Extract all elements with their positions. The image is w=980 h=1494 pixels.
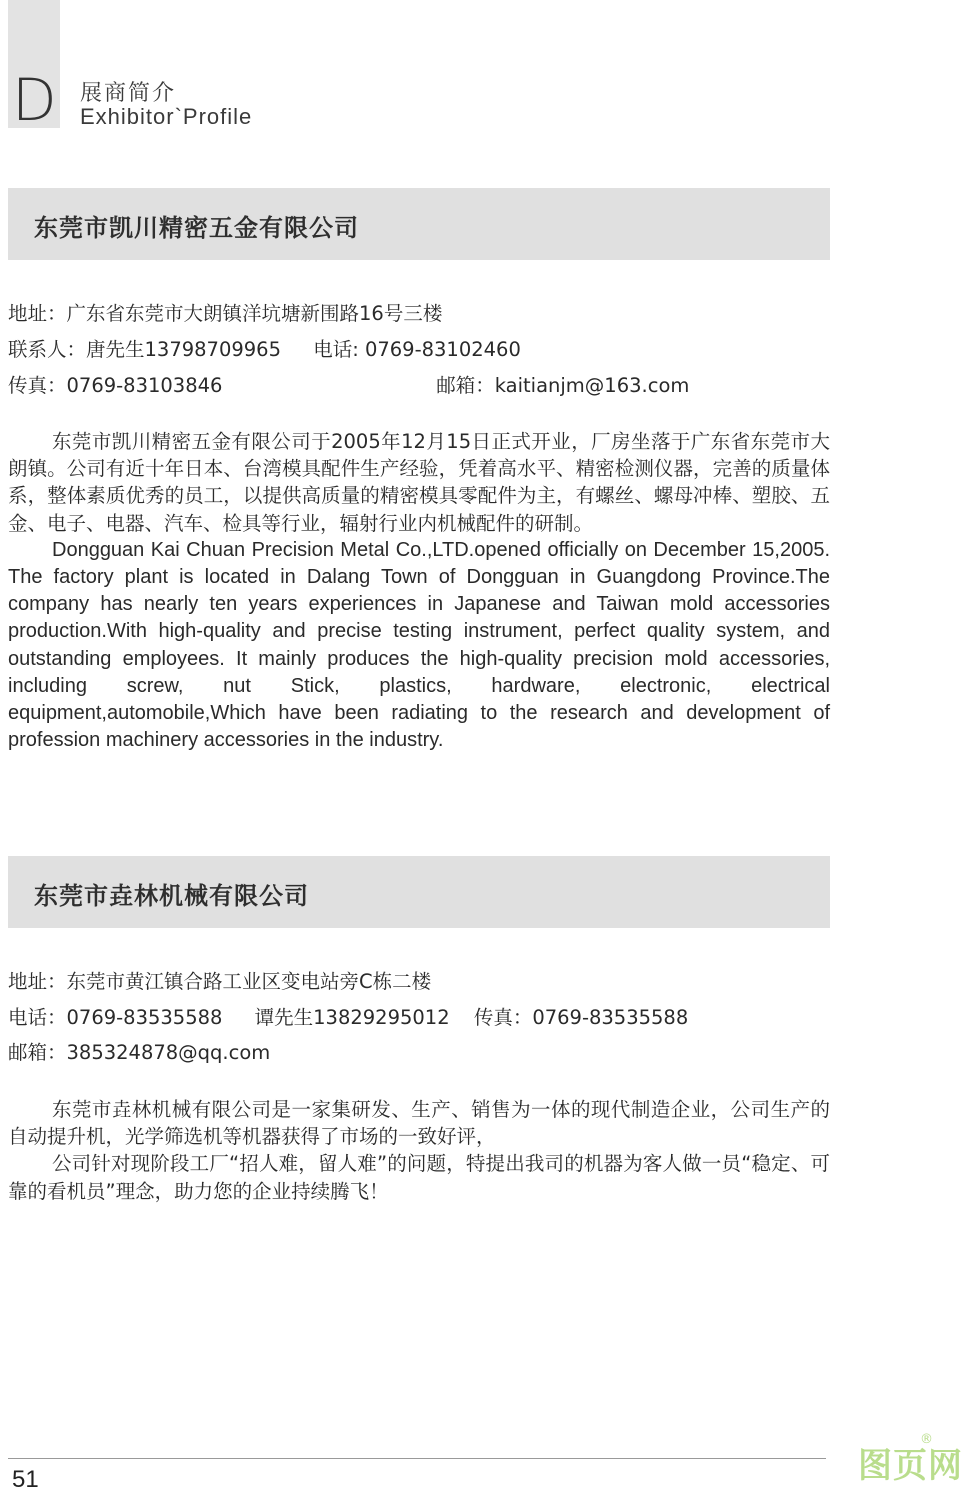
- registered-mark-icon: ®: [920, 1432, 933, 1447]
- company-1-contact-line: [8, 334, 521, 362]
- company-1-desc-en: Dongguan Kai Chuan Precision Metal Co.,LTD.opened officially on December 15,2005. The factory plant is located in Dalang Town of Dongguan in Guangdong Province.The company has nearly ten years experiences in Japanese and Taiwan mold accessories production.With high-quality and precise testing instrument, perfect quality system, and outstanding employees. It mainly produces the high-quality precision mold accessories, including screw, nut Stick, plastics, hardware, electronic, electrical equipment,automobile,Which have been radiating to the research and development of profession machinery accessories in the industry.: [8, 538, 830, 752]
- watermark-logo: 图页网: [858, 1446, 963, 1486]
- company-1-fax-line: [8, 370, 689, 398]
- company-1-desc-cn: 东莞市凯川精密五金有限公司于2005年12月15日正式开业，厂房坐落于广东省东莞市大朗镇。公司有近十年日本、台湾模具配件生产经验，凭着高水平、精密检测仪器，完善的质量体系，整体素质优秀的员工，以提供高质量的精密模具零配件为主，有螺丝、螺母冲棒、塑胶、五金、电子、电器、汽车、检具等行业，辐射行业内机械配件的研制。: [8, 430, 830, 535]
- company-1-phone: 电话: 0769-83102460: [313, 338, 521, 361]
- company-2-description: [8, 1096, 830, 1205]
- company-1-name: 东莞市凯川精密五金有限公司: [34, 214, 359, 242]
- company-1-description: [8, 428, 830, 754]
- company-2-phone: 电话：0769-83535588: [8, 1006, 223, 1029]
- company-1-fax: 传真：0769-83103846: [8, 374, 223, 397]
- company-2-fax: 传真：0769-83535588: [473, 1006, 689, 1029]
- company-1-email: 邮箱：kaitianjm@163.com: [436, 374, 690, 397]
- section-title-cn: 展商简介: [80, 81, 177, 106]
- company-2-contact: 谭先生13829295012: [254, 1006, 450, 1029]
- page-number: 51: [12, 1466, 39, 1493]
- footer-divider: [8, 1458, 826, 1459]
- company-1-address: 地址：广东省东莞市大朗镇洋坑塘新围路16号三楼: [8, 302, 443, 325]
- company-2-email: 邮箱：385324878@qq.com: [8, 1041, 271, 1064]
- company-2-header-bar: [8, 856, 830, 928]
- company-1-contact: 联系人：唐先生13798709965: [8, 338, 281, 361]
- section-letter: D: [12, 66, 57, 134]
- company-2-name: 东莞市垚林机械有限公司: [34, 882, 309, 910]
- company-1-header-bar: [8, 188, 830, 260]
- company-2-contact-line: [8, 1002, 688, 1030]
- company-2-desc-cn-1: 东莞市垚林机械有限公司是一家集研发、生产、销售为一体的现代制造企业，公司生产的自动提升机，光学筛选机等机器获得了市场的一致好评，: [8, 1098, 830, 1149]
- section-title-en: Exhibitor`Profile: [80, 104, 253, 129]
- company-2-desc-cn-2: 公司针对现阶段工厂“招人难，留人难”的问题，特提出我司的机器为客人做一员“稳定、可靠的看机员”理念，助力您的企业持续腾飞！: [8, 1152, 830, 1203]
- company-2-address: 地址：东莞市黄江镇合路工业区变电站旁C栋二楼: [8, 970, 432, 993]
